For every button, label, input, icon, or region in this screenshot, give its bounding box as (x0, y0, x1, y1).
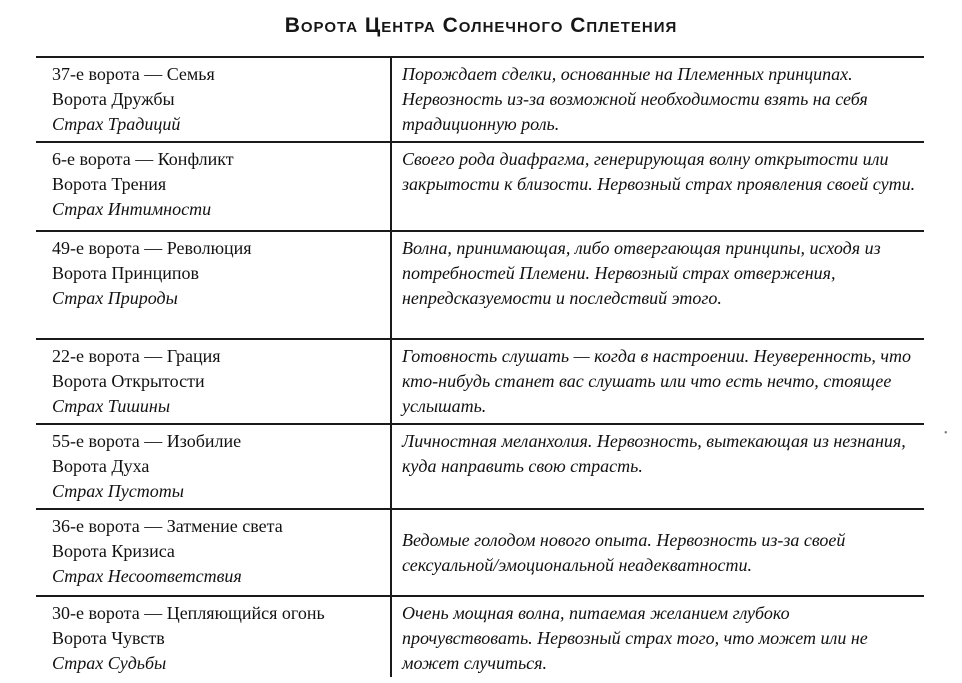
gate-number: 30-е ворота — Цепляющийся огонь (52, 603, 325, 623)
gate-number: 6-е ворота — Конфликт (52, 149, 234, 169)
gate-cell (36, 58, 390, 141)
gate-cell (36, 425, 390, 508)
gate-cell (36, 510, 390, 595)
gate-description: Очень мощная волна, питаемая желанием глубоко прочувствовать. Нервозный страх того, что может или не может случиться. (390, 597, 924, 677)
gate-description: Готовность слушать — когда в настроении. Неуверенность, что кто-нибудь станет вас слушать или что есть нечто, стоящее услышать. (390, 340, 924, 423)
gate-description: Волна, принимающая, либо отвергающая принципы, исходя из потребностей Племени. Нервозный страх отвержения, непредсказуемости и последствий этого. (390, 232, 924, 338)
table-row (36, 425, 924, 510)
gate-fear: Страх Традиций (52, 114, 181, 134)
gate-name: Ворота Кризиса (52, 541, 175, 561)
gate-description: Ведомые голодом нового опыта. Нервозность из-за своей сексуальной/эмоциональной неадекватности. (390, 510, 924, 595)
gate-description: Порождает сделки, основанные на Племенных принципах. Нервозность из-за возможной необходимости взять на себя традиционную роль. (390, 58, 924, 141)
table-row (36, 143, 924, 232)
gate-fear: Страх Пустоты (52, 481, 184, 501)
table-row (36, 58, 924, 143)
scan-speck: • (944, 428, 948, 439)
table-row (36, 510, 924, 597)
gate-number: 37-е ворота — Семья (52, 64, 215, 84)
gate-cell (36, 143, 390, 230)
gate-number: 22-е ворота — Грация (52, 346, 221, 366)
gate-fear: Страх Природы (52, 288, 178, 308)
table-row (36, 232, 924, 340)
page-title: Ворота Центра Солнечного Сплетения (284, 14, 678, 37)
gate-cell (36, 232, 390, 338)
gate-name: Ворота Открытости (52, 371, 205, 391)
gate-name: Ворота Чувств (52, 628, 165, 648)
gate-name: Ворота Трения (52, 174, 167, 194)
gate-fear: Страх Несоответствия (52, 566, 242, 586)
gate-fear: Страх Судьбы (52, 653, 167, 673)
gate-number: 55-е ворота — Изобилие (52, 431, 242, 451)
gates-table (36, 56, 924, 677)
gate-name: Ворота Принципов (52, 263, 200, 283)
gate-number: 49-е ворота — Революция (52, 238, 252, 258)
gate-name: Ворота Духа (52, 456, 150, 476)
gate-number: 36-е ворота — Затмение света (52, 516, 283, 536)
gate-cell (36, 597, 390, 677)
gate-name: Ворота Дружбы (52, 89, 175, 109)
gate-description: Своего рода диафрагма, генерирующая волну открытости или закрытости к близости. Нервозный страх проявления своей сути. (390, 143, 924, 230)
gate-fear: Страх Тишины (52, 396, 171, 416)
gate-fear: Страх Интимности (52, 199, 212, 219)
gate-description: Личностная меланхолия. Нервозность, вытекающая из незнания, куда направить свою страсть. (390, 425, 924, 508)
table-row (36, 340, 924, 425)
gate-cell (36, 340, 390, 423)
table-row (36, 597, 924, 677)
